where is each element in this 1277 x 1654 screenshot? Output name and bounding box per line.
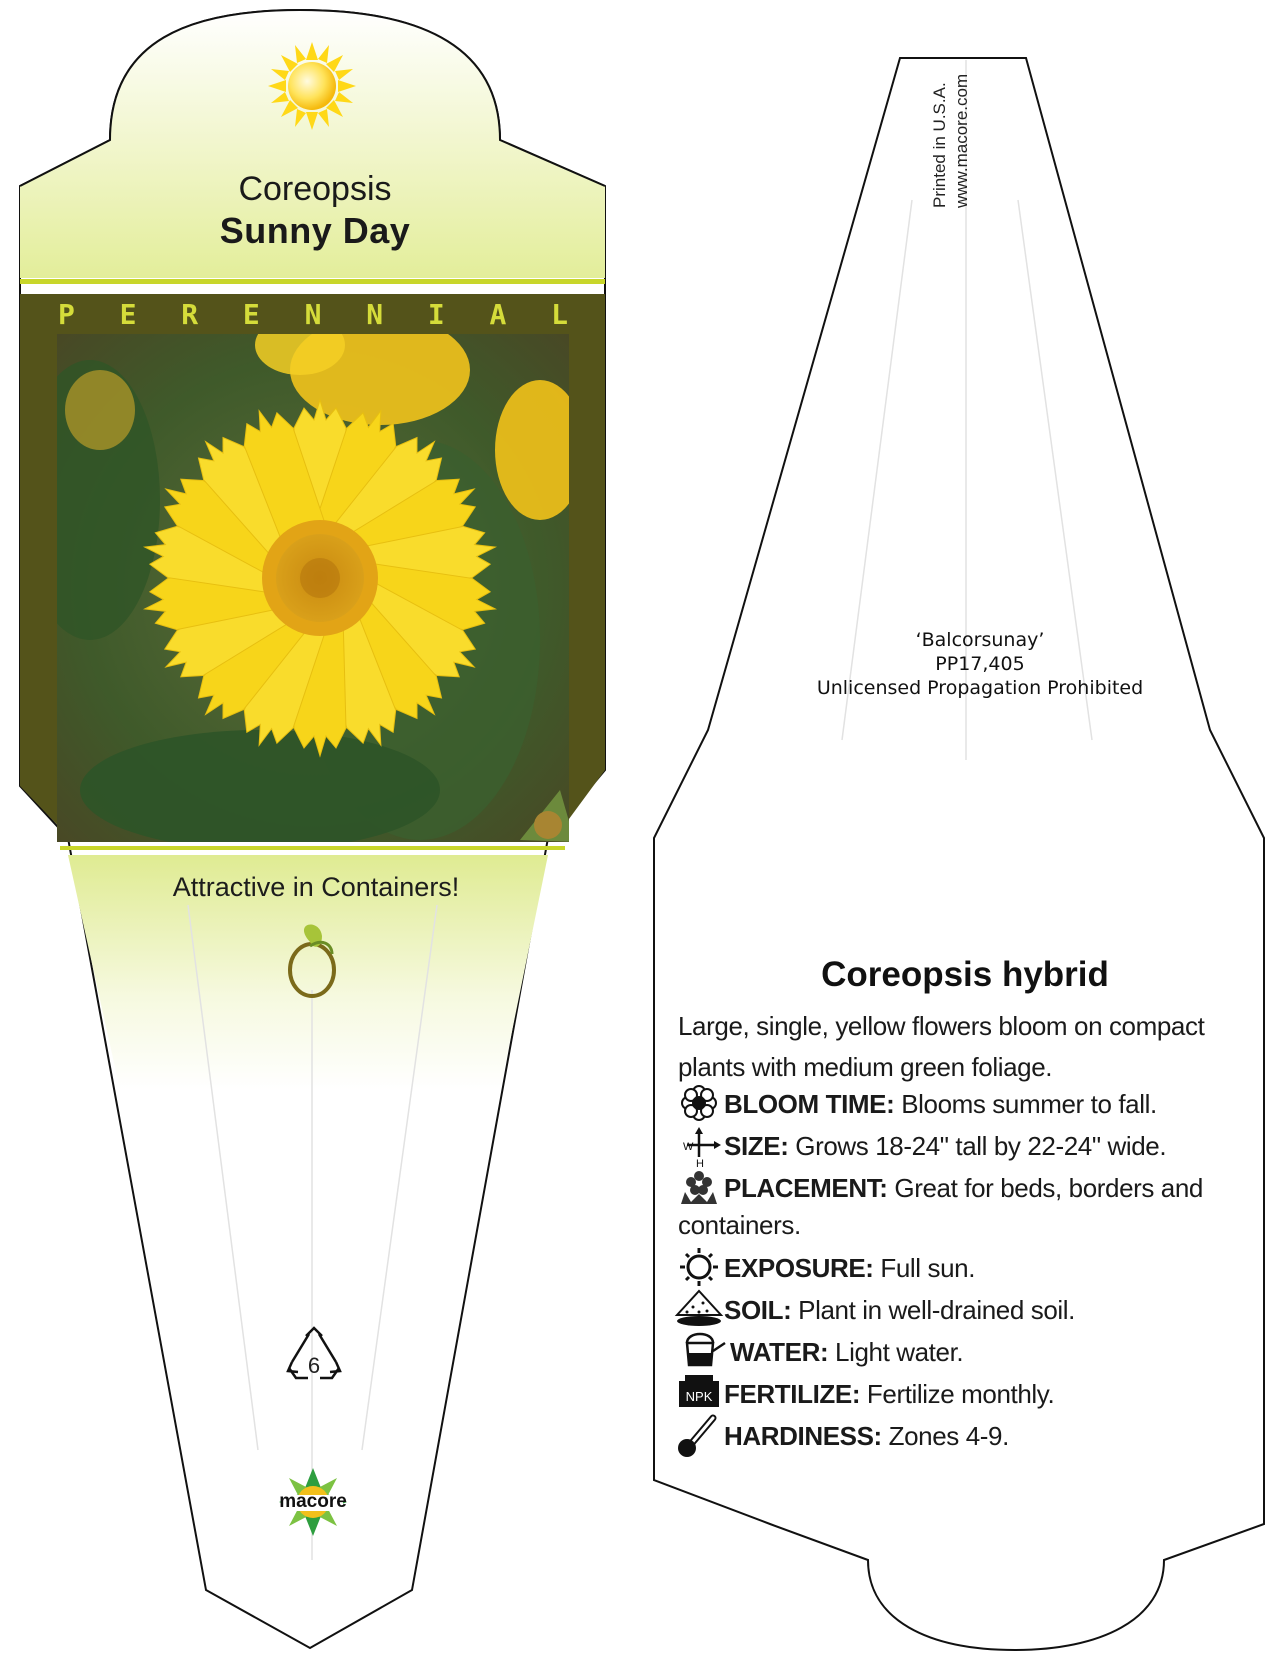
category-letter: N bbox=[304, 298, 322, 331]
attr-label: PLACEMENT: bbox=[724, 1173, 888, 1203]
size-icon-h: H bbox=[696, 1158, 704, 1170]
category-letter: I bbox=[427, 298, 445, 331]
attr-text: Grows 18-24" tall by 22-24" wide. bbox=[795, 1131, 1167, 1161]
attr-text: Fertilize monthly. bbox=[866, 1379, 1055, 1409]
attr-placement bbox=[724, 1168, 1277, 1209]
botanical-title: Coreopsis hybrid bbox=[821, 955, 1109, 994]
npk-icon bbox=[679, 1375, 719, 1407]
attr-water bbox=[730, 1332, 1277, 1373]
attr-text: Light water. bbox=[835, 1337, 964, 1367]
variety-name: ‘Balcorsunay’ bbox=[915, 629, 1045, 651]
attr-label: SIZE: bbox=[724, 1131, 789, 1161]
attr-fertilize bbox=[724, 1374, 1277, 1415]
svg-text:NPK: NPK bbox=[685, 1389, 713, 1404]
plant-genus: Coreopsis bbox=[238, 170, 392, 208]
attr-exposure bbox=[724, 1248, 1277, 1289]
propagation-notice: Unlicensed Propagation Prohibited bbox=[816, 677, 1144, 699]
attr-text: Zones 4-9. bbox=[888, 1421, 1009, 1451]
attr-bloom-time bbox=[724, 1084, 1277, 1125]
flower-photo bbox=[20, 315, 585, 850]
attr-size bbox=[724, 1126, 1277, 1167]
category-label bbox=[58, 298, 568, 331]
attr-label: BLOOM TIME: bbox=[724, 1089, 895, 1119]
website: www.macore.com bbox=[952, 73, 971, 208]
attr-text: Plant in well-drained soil. bbox=[798, 1295, 1075, 1325]
patent-number: PP17,405 bbox=[935, 653, 1025, 675]
attr-text: Full sun. bbox=[880, 1253, 976, 1283]
attr-text: Blooms summer to fall. bbox=[901, 1089, 1157, 1119]
category-letter: E bbox=[242, 298, 260, 331]
patent-block bbox=[770, 628, 1190, 700]
attr-label: SOIL: bbox=[724, 1295, 792, 1325]
flower-icon bbox=[682, 1086, 716, 1120]
category-letter: A bbox=[489, 298, 507, 331]
printing-info bbox=[930, 60, 971, 210]
attr-soil bbox=[724, 1290, 1277, 1331]
category-letter: N bbox=[366, 298, 384, 331]
printed-in: Printed in U.S.A. bbox=[930, 82, 949, 208]
attr-label: FERTILIZE: bbox=[724, 1379, 861, 1409]
plant-cultivar: Sunny Day bbox=[219, 210, 411, 251]
sun-icon bbox=[268, 42, 356, 130]
category-letter: R bbox=[181, 298, 199, 331]
plant-description: Large, single, yellow flowers bloom on compact plants with medium green foliage. bbox=[678, 1011, 1205, 1082]
category-letter: L bbox=[551, 298, 568, 331]
category-letter: E bbox=[119, 298, 137, 331]
attr-hardiness bbox=[724, 1416, 1277, 1457]
attr-label: WATER: bbox=[730, 1337, 829, 1367]
recycle-code: 6 bbox=[307, 1353, 321, 1378]
category-letter: P bbox=[58, 298, 75, 331]
attr-label: HARDINESS: bbox=[724, 1421, 882, 1451]
attr-placement-continuation: containers. bbox=[678, 1210, 801, 1240]
attr-text: Great for beds, borders and bbox=[894, 1173, 1203, 1203]
brand-name: macore bbox=[279, 1491, 347, 1512]
tagline: Attractive in Containers! bbox=[172, 872, 460, 902]
size-icon-w: W bbox=[683, 1141, 694, 1153]
attr-label: EXPOSURE: bbox=[724, 1253, 874, 1283]
